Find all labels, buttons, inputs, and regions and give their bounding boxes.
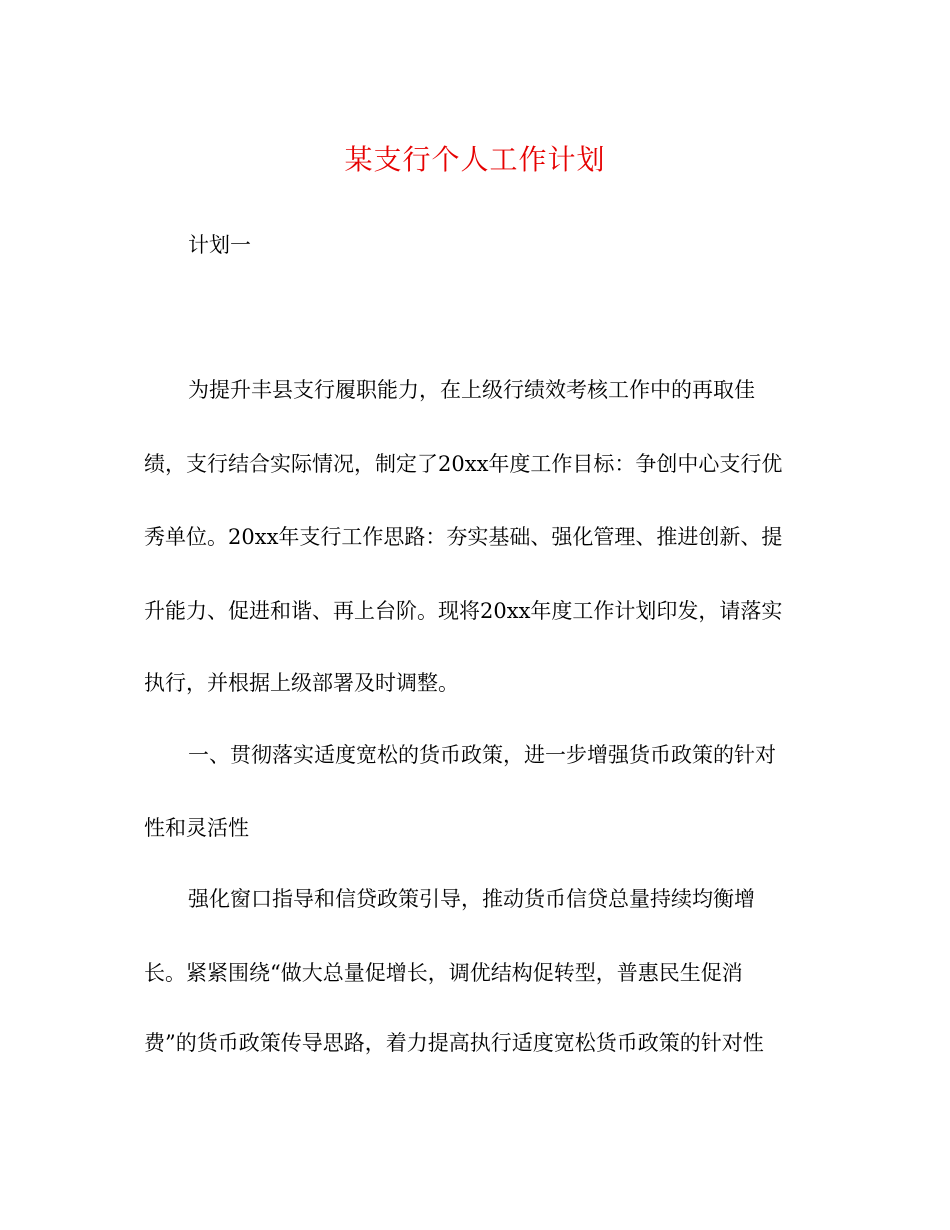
paragraph-line: 执行，并根据上级部署及时调整。 bbox=[144, 671, 459, 695]
paragraph-line: 费”的货币政策传导思路，着力提高执行适度宽松货币政策的针对性 bbox=[144, 1031, 764, 1055]
heading-line: 性和灵活性 bbox=[144, 816, 249, 840]
section-label: 计划一 bbox=[188, 233, 251, 257]
document-title: 某支行个人工作计划 bbox=[344, 143, 606, 176]
heading-line: 一、贯彻落实适度宽松的货币政策，进一步增强货币政策的针对 bbox=[188, 743, 776, 767]
paragraph-line: 秀单位。20xx年支行工作思路：夯实基础、强化管理、推进创新、提 bbox=[144, 525, 783, 549]
paragraph-line: 强化窗口指导和信贷政策引导，推动货币信贷总量持续均衡增 bbox=[188, 887, 755, 911]
paragraph-line: 为提升丰县支行履职能力，在上级行绩效考核工作中的再取佳 bbox=[188, 378, 755, 402]
paragraph-line: 绩，支行结合实际情况，制定了20xx年度工作目标：争创中心支行优 bbox=[144, 452, 783, 476]
paragraph-line: 长。紧紧围绕“做大总量促增长，调优结构促转型，普惠民生促消 bbox=[144, 961, 743, 985]
paragraph-line: 升能力、促进和谐、再上台阶。现将20xx年度工作计划印发，请落实 bbox=[144, 599, 783, 623]
